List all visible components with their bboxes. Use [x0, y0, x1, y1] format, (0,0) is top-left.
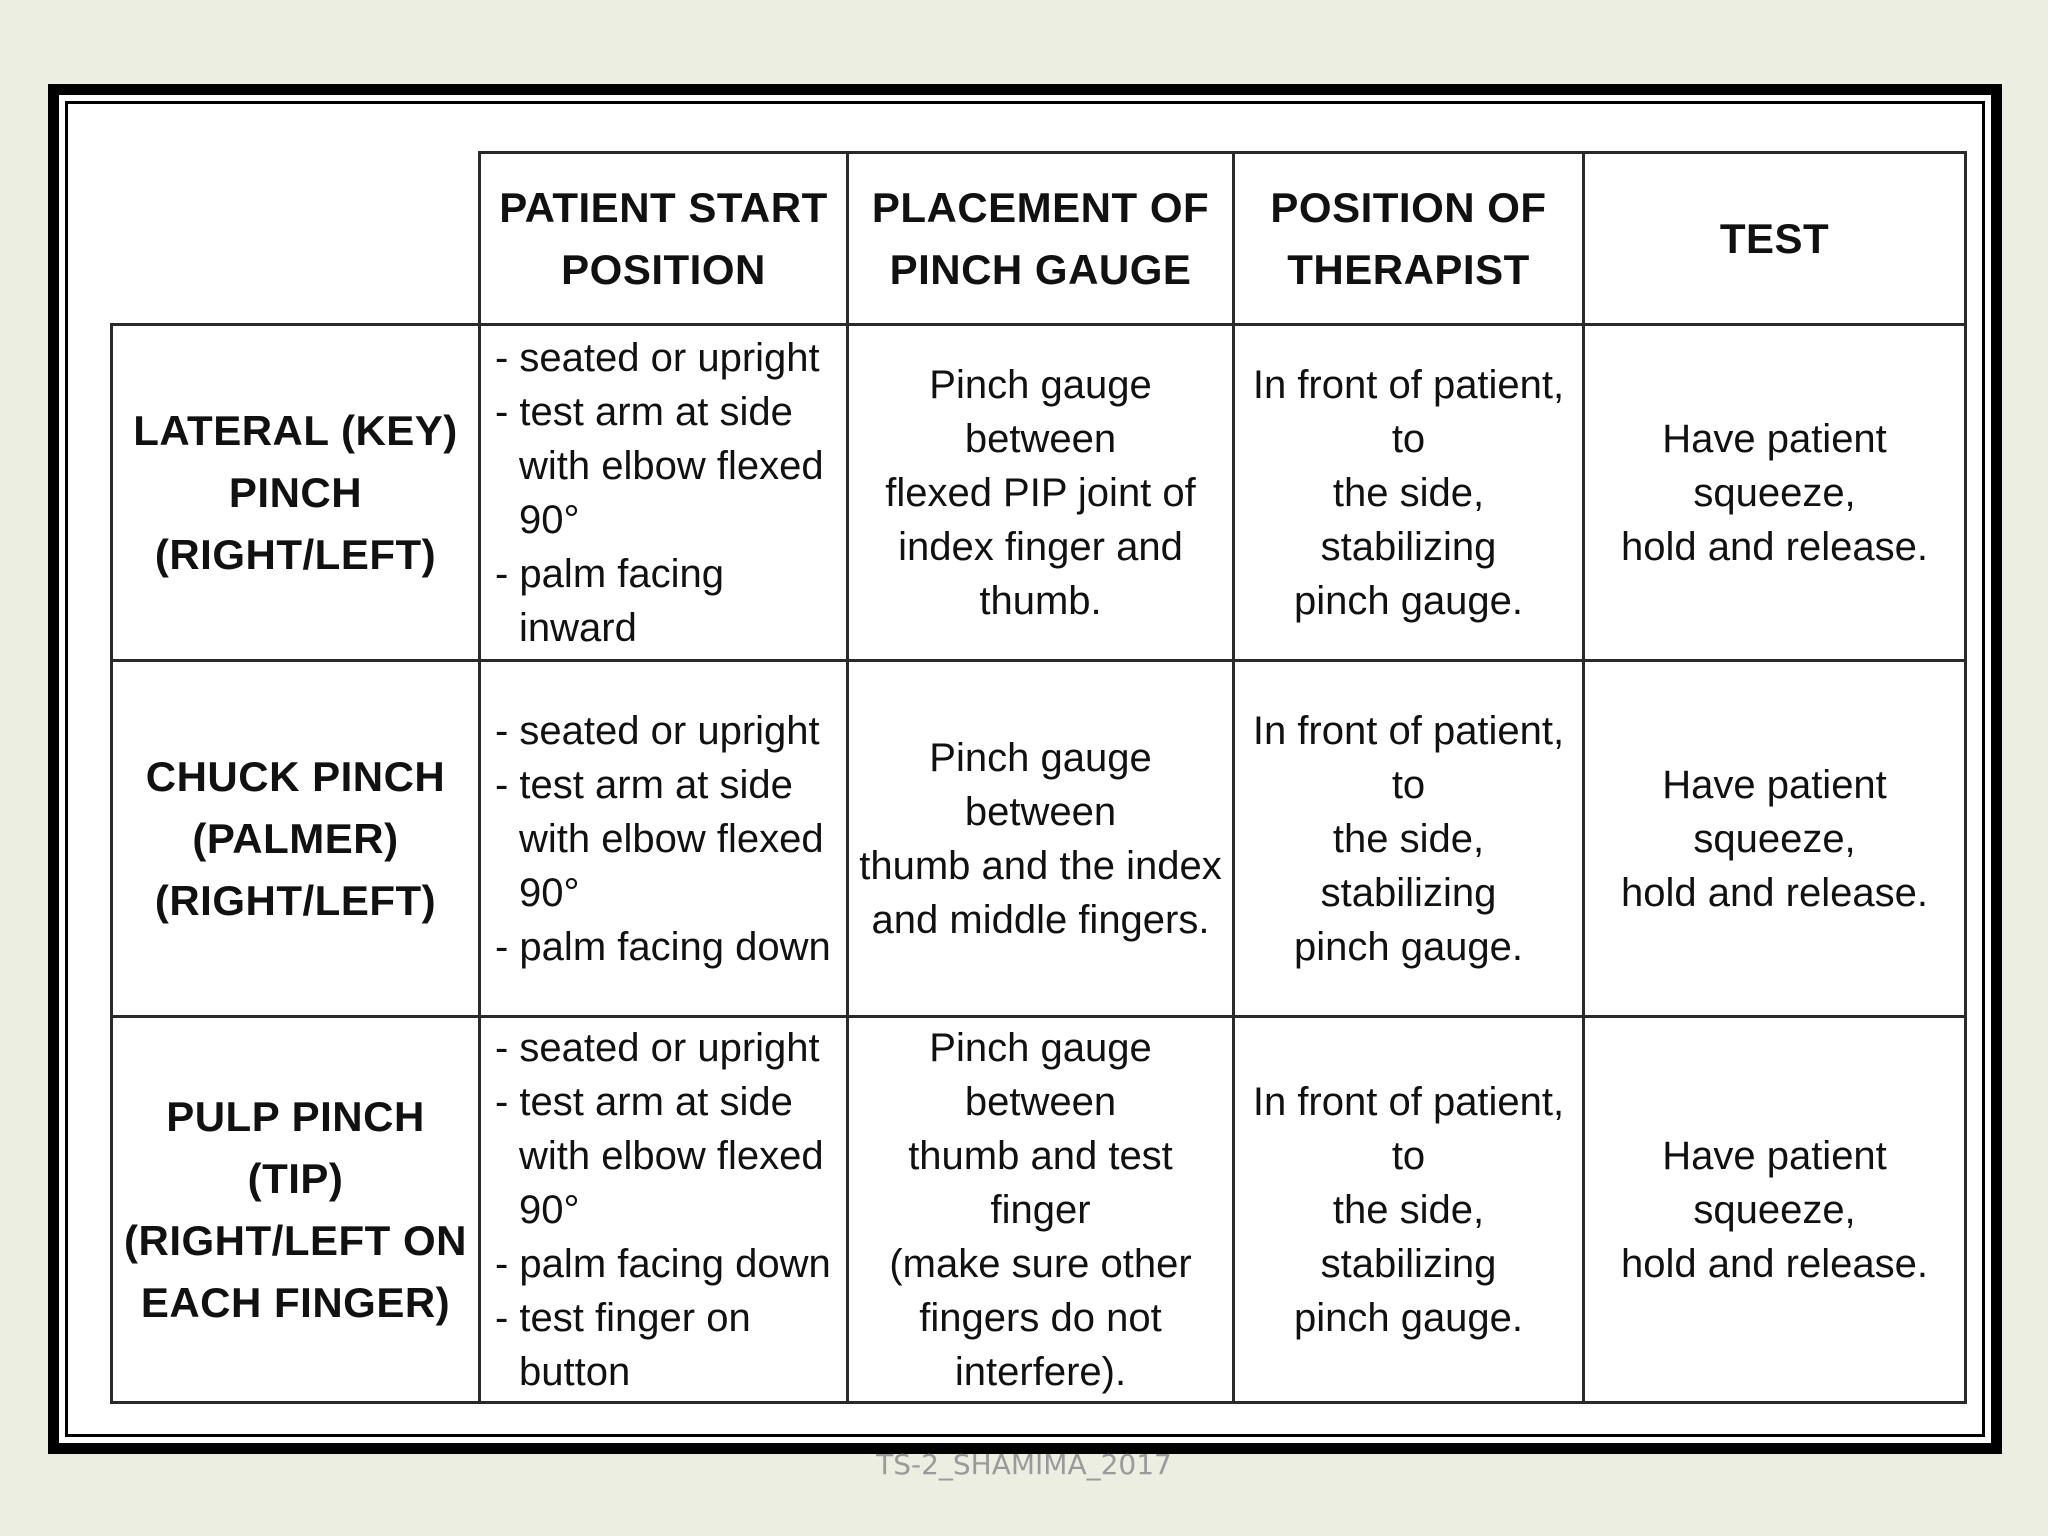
header-text: THERAPIST [1287, 245, 1530, 293]
cell-text: Have patient squeeze, [1662, 762, 1887, 861]
bullet-item: - test arm at side with elbow flexed 90° [495, 1079, 824, 1232]
cell-text: CHUCK PINCH [145, 752, 446, 800]
placement-cell [848, 325, 1234, 661]
test-cell [1584, 1017, 1966, 1403]
header-cell [1234, 153, 1584, 325]
slide-footer: TS-2_SHAMIMA_2017 [876, 1448, 1172, 1481]
test-cell [1584, 661, 1966, 1017]
bullet-item: - palm facing down [495, 1241, 831, 1286]
cell-text: hold and release. [1621, 870, 1928, 915]
cell-text: index finger and [898, 524, 1183, 569]
cell-text: hold and release. [1621, 524, 1928, 569]
table-panel [59, 95, 1991, 1443]
cell-text: (RIGHT/LEFT) [154, 876, 437, 924]
bullet-item: - palm facing down [495, 924, 831, 969]
bullet-item: - test arm at side with elbow flexed 90° [495, 389, 824, 542]
pinch-test-table [110, 151, 1967, 1404]
cell-text: (RIGHT/LEFT) [154, 530, 437, 578]
placement-cell [848, 1017, 1234, 1403]
table-row [112, 325, 1966, 661]
therapist-cell [1234, 325, 1584, 661]
cell-text: LATERAL (KEY) [133, 406, 458, 454]
placement-cell [848, 661, 1234, 1017]
cell-text: In front of patient, to [1252, 708, 1565, 807]
row-label-cell [112, 661, 480, 1017]
table-row [112, 661, 1966, 1017]
header-cell [1584, 153, 1966, 325]
header-text: POSITION [561, 245, 766, 293]
header-text: TEST [1719, 214, 1830, 262]
cell-text: (PALMER) [192, 814, 399, 862]
cell-text: and middle fingers. [871, 897, 1210, 942]
header-text: PATIENT START [499, 183, 828, 231]
header-row [112, 153, 1966, 325]
start-position-cell [480, 661, 848, 1017]
table-row [112, 1017, 1966, 1403]
bullet-item: - palm facing inward [495, 551, 724, 650]
cell-text: Pinch gauge between [929, 362, 1152, 461]
cell-text: Have patient squeeze, [1662, 1133, 1887, 1232]
header-cell [480, 153, 848, 325]
cell-text: Have patient squeeze, [1662, 416, 1887, 515]
bullet-item: - seated or upright [495, 335, 820, 380]
bullet-item: - seated or upright [495, 708, 820, 753]
cell-text: EACH FINGER) [140, 1278, 451, 1326]
cell-text: PULP PINCH [166, 1092, 425, 1140]
cell-text: Pinch gauge between [929, 735, 1152, 834]
cell-text: pinch gauge. [1293, 578, 1524, 623]
therapist-cell [1234, 661, 1584, 1017]
cell-text: the side, stabilizing [1320, 470, 1497, 569]
cell-text: thumb and test finger [908, 1133, 1173, 1232]
header-text: PLACEMENT OF [871, 183, 1210, 231]
cell-text: the side, stabilizing [1320, 816, 1497, 915]
cell-text: In front of patient, to [1252, 1079, 1565, 1178]
cell-text: interfere). [954, 1349, 1127, 1394]
cell-text: fingers do not [919, 1295, 1162, 1340]
bullet-item: - test arm at side with elbow flexed 90° [495, 762, 824, 915]
test-cell [1584, 325, 1966, 661]
cell-text: In front of patient, to [1252, 362, 1565, 461]
cell-text: thumb. [979, 578, 1102, 623]
cell-text: PINCH [228, 468, 363, 516]
therapist-cell [1234, 1017, 1584, 1403]
bullet-item: - seated or upright [495, 1025, 820, 1070]
cell-text: (RIGHT/LEFT ON [124, 1216, 467, 1264]
cell-text: hold and release. [1621, 1241, 1928, 1286]
cell-text: (TIP) [247, 1154, 344, 1202]
bullet-item: - test finger on button [495, 1295, 751, 1394]
slide-frame [48, 84, 2002, 1454]
corner-cell [112, 153, 480, 325]
cell-text: (make sure other [889, 1241, 1192, 1286]
cell-text: thumb and the index [859, 843, 1222, 888]
row-label-cell [112, 325, 480, 661]
cell-text: Pinch gauge between [929, 1025, 1152, 1124]
cell-text: pinch gauge. [1293, 1295, 1524, 1340]
cell-text: pinch gauge. [1293, 924, 1524, 969]
header-text: PINCH GAUGE [889, 245, 1192, 293]
cell-text: flexed PIP joint of [885, 470, 1196, 515]
start-position-cell [480, 325, 848, 661]
start-position-cell [480, 1017, 848, 1403]
header-cell [848, 153, 1234, 325]
cell-text: the side, stabilizing [1320, 1187, 1497, 1286]
row-label-cell [112, 1017, 480, 1403]
header-text: POSITION OF [1270, 183, 1547, 231]
